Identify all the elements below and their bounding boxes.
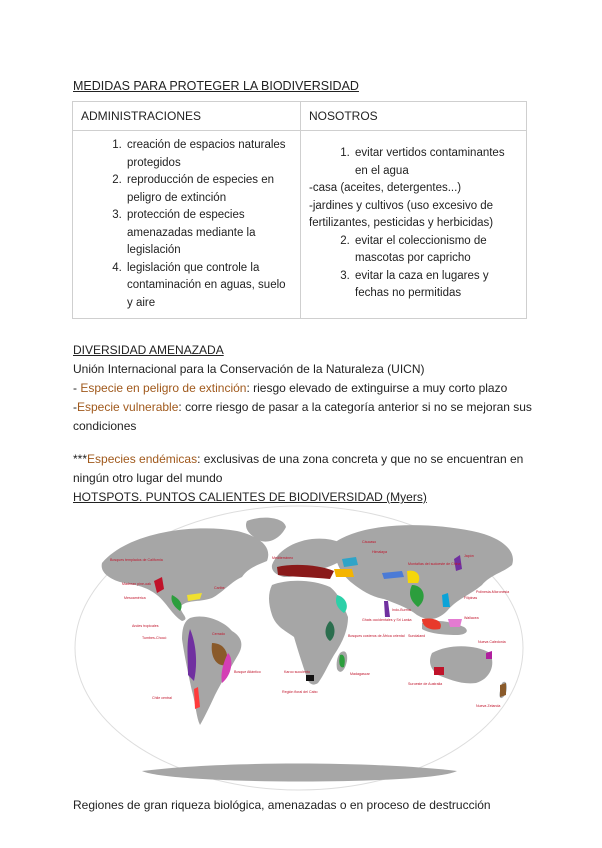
list-item: 2. evitar el coleccionismo de mascotas por capricho [353,233,518,268]
hotspot-label: Sundaland [408,634,426,638]
hotspot-label: Nueva Caledonia [478,640,506,644]
hotspot-label: Mediterráneo [272,556,294,560]
nosotros-list-b [309,233,518,303]
hotspot-label: Karoo suculento [284,670,310,674]
nosotros-cell [301,131,527,319]
hotspot-irano-anatolian [334,569,354,577]
peligro-term: Especie en peligro de extinción [80,381,247,395]
hotspot-label: Región floral del Cabo [282,690,318,694]
hotspot-label: Bosques templados de California [110,558,163,562]
hotspot-label: Cáucaso [362,540,377,544]
hotspot-label: Ghats occidentales y Sri Lanka [362,618,412,622]
hotspot-label: Himalaya [372,550,387,554]
nosotros-list-a [309,145,518,180]
hotspot-label: Suroeste de Australia [408,682,443,686]
hotspot-label: Indo-Burma [392,608,411,612]
hotspot-label: Montañas del sudoeste de China [408,562,461,566]
hotspot-label: Madrean pine-oak [122,582,151,586]
hotspot-label: Cerrado [212,632,225,636]
nosotros-note-jardines: -jardines y cultivos (uso excesivo de fertilizantes, pesticidas y herbicidas) [309,199,494,229]
hotspot-label: Nueva Zelanda [476,704,501,708]
list-item: 3. evitar la caza en lugares y fechas no permitidas [353,268,518,303]
diversidad-heading: DIVERSIDAD AMENAZADA [73,343,224,357]
peligro-line [73,379,533,398]
hotspot-label: Filipinas [464,596,478,600]
hotspot-label: Wallacea [464,616,479,620]
list-item: 4. legislación que controle la contaminación en aguas, suelo y aire [125,260,292,313]
hotspot-label: Bosques costeros de África oriental [348,634,405,638]
vulnerable-term: Especie vulnerable [77,400,179,414]
hotspot-label: Bosque Atlántico [234,670,261,674]
endemicas-line [73,450,533,488]
admin-list [81,137,292,312]
hotspot-new-zealand [500,683,506,697]
list-item: 3. protección de especies amenazadas mediante la legislación [125,207,292,260]
hotspot-label: Caribe [214,586,225,590]
hotspots-map [72,503,527,793]
hotspots-heading: HOTSPOTS. PUNTOS CALIENTES DE BIODIVERSIDAD (Myers) [73,490,427,504]
peligro-prefix: - [73,381,81,395]
vulnerable-def: : corre riesgo de pasar a la categoría anterior si no se mejoran sus condiciones [73,400,532,433]
measures-table [72,101,527,319]
admin-cell [73,131,301,319]
hotspot-label: Madagascar [350,672,370,676]
header-nosotros: NOSOTROS [301,102,527,131]
page-title: MEDIDAS PARA PROTEGER LA BIODIVERSIDAD [73,79,359,93]
list-item: 1. evitar vertidos contaminantes en el agua [353,145,518,180]
endemicas-prefix: *** [73,452,88,466]
world-map-svg [72,503,527,793]
hotspot-label: Andes tropicales [132,624,159,628]
header-administraciones: ADMINISTRACIONES [73,102,301,131]
diversidad-section [73,341,533,507]
list-item: 2. reproducción de especies en peligro de extinción [125,172,292,207]
map-caption: Regiones de gran riqueza biológica, amenazadas o en proceso de destrucción [73,798,491,812]
hotspot-label: Polinesia-Micronesia [476,590,510,594]
hotspot-label: Mesoamérica [124,596,146,600]
vulnerable-line [73,398,533,436]
hotspot-label: Chile central [152,696,172,700]
hotspot-sw-australia [434,667,444,675]
vulnerable-prefix: - [73,400,77,414]
hotspot-cape [306,675,314,681]
peligro-def: : riesgo elevado de extinguirse a muy corto plazo [246,381,508,395]
hotspot-madagascar [339,655,345,668]
nosotros-note-casa: -casa (aceites, detergentes...) [309,182,462,194]
hotspot-wallacea [448,619,462,627]
list-item: 1. creación de espacios naturales protegidos [125,137,292,172]
hotspot-label: Japón [464,554,474,558]
hotspot-label: Tumbes-Chocó [142,636,167,640]
endemicas-term: Especies endémicas [87,452,198,466]
uicn-line: Unión Internacional para la Conservación de la Naturaleza (UICN) [73,362,425,376]
endemicas-def: : exclusivas de una zona concreta y que no se encuentran en ningún otro lugar del mundo [73,452,524,485]
